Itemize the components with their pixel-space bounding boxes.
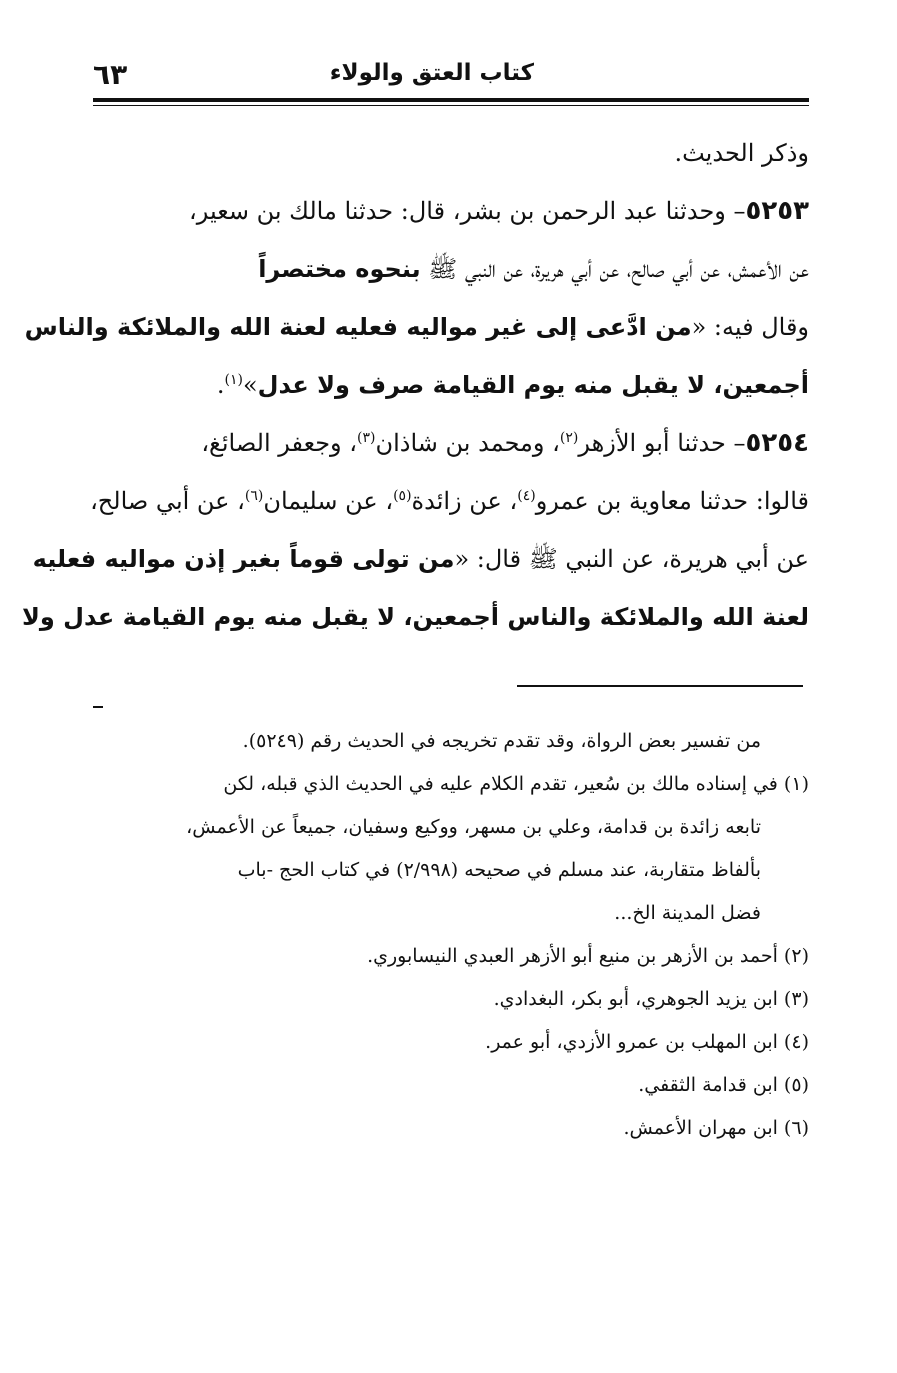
footnote-2: (٢) أحمد بن الأزهر بن منيع أبو الأزهر العبدي النيسابوري. — [367, 945, 809, 967]
matn-text: من ادَّعى إلى غير مواليه فعليه لعنة الله والملائكة والناس — [24, 313, 692, 341]
chapter-title: كتاب العتق والولاء — [329, 60, 534, 86]
hadith-number: ٥٢٥٤ — [745, 428, 809, 458]
footnote-carryover: من تفسير بعض الرواة، وقد تقدم تخريجه في الحديث رقم (٥٢٤٩). — [242, 730, 761, 752]
running-header — [93, 58, 809, 98]
isnad-text: ، ومحمد بن شاذان — [375, 429, 560, 457]
main-text — [22, 124, 809, 646]
footnote-5: (٥) ابن قدامة الثقفي. — [638, 1074, 809, 1096]
footnote-ref: (١) — [224, 372, 243, 388]
footnote-1-cont: تابعه زائدة بن قدامة، وعلي بن مسهر، ووكيع وسفيان، جميعاً عن الأعمش، — [186, 816, 761, 838]
hadith-5253-line1 — [93, 182, 809, 240]
isnad-text: ، عن سليمان — [263, 487, 394, 515]
footnote-ref: (٥) — [393, 488, 412, 504]
hadith-5254-line2 — [90, 472, 809, 530]
page-number: ٦٣ — [93, 58, 128, 91]
isnad-text: عن الأعمش، عن أبي صالح، عن أبي هريرة، عن النبي ﷺ — [420, 255, 809, 283]
isnad-text: – وحدثنا عبد الرحمن بن بشر، قال: حدثنا مالك بن سعير، — [189, 197, 746, 225]
matn-text: لعنة الله والملائكة والناس أجمعين، لا يقبل منه يوم القيامة عدل ولا — [22, 603, 809, 631]
hadith-5253-line4 — [93, 356, 809, 414]
bold-text: بنحوه مختصراً — [258, 255, 421, 283]
footnote-separator — [517, 685, 803, 687]
footnote-4: (٤) ابن المهلب بن عمرو الأزدي، أبو عمر. — [485, 1031, 809, 1053]
hadith-5254-line3 — [32, 530, 809, 588]
punctuation: . — [216, 371, 225, 399]
footnote-ref: (٢) — [559, 430, 579, 446]
isnad-text: ، عن زائدة — [411, 487, 518, 515]
quote-mark: » — [242, 371, 258, 399]
footnote-1-cont: بألفاظ متقاربة، عند مسلم في صحيحه (٢/٩٩٨) في كتاب الحج -باب — [237, 859, 761, 881]
hadith-5254-line1 — [93, 414, 809, 472]
matn-text: أجمعين، لا يقبل منه يوم القيامة صرف ولا عدل — [257, 371, 809, 399]
footnote-1: (١) في إسناده مالك بن سُعير، تقدم الكلام عليه في الحديث الذي قبله، لكن — [223, 773, 809, 795]
isnad-text: قالوا: حدثنا معاوية بن عمرو — [535, 487, 809, 515]
footnote-3: (٣) ابن يزيد الجوهري، أبو بكر، البغدادي. — [493, 988, 809, 1010]
footnotes — [93, 720, 809, 1150]
header-rule-thick — [93, 98, 809, 102]
footnote-1-cont: فضل المدينة الخ... — [614, 902, 761, 924]
header-rule-thin — [93, 105, 809, 106]
closing-phrase: وذكر الحديث. — [674, 139, 809, 167]
isnad-text: ، عن أبي صالح، — [90, 487, 245, 515]
hadith-5253-line3 — [24, 298, 809, 356]
hadith-5254-line4 — [22, 588, 809, 646]
hadith-5253-line2 — [93, 240, 809, 298]
isnad-text: – حدثنا أبو الأزهر — [578, 429, 746, 457]
hadith-number: ٥٢٥٣ — [745, 196, 809, 226]
intro-text: وقال فيه: « — [691, 313, 809, 341]
footnote-ref: (٣) — [357, 430, 376, 446]
isnad-text: ، وجعفر الصائغ، — [201, 429, 358, 457]
footnote-continuation-mark — [93, 706, 103, 708]
isnad-text: عن أبي هريرة، عن النبي ﷺ قال: « — [454, 545, 809, 573]
footnote-6: (٦) ابن مهران الأعمش. — [623, 1117, 809, 1139]
footnote-ref: (٦) — [244, 488, 264, 504]
matn-text: من تولى قوماً بغير إذن مواليه فعليه — [32, 545, 455, 573]
footnote-ref: (٤) — [517, 488, 536, 504]
text-line — [93, 124, 809, 182]
